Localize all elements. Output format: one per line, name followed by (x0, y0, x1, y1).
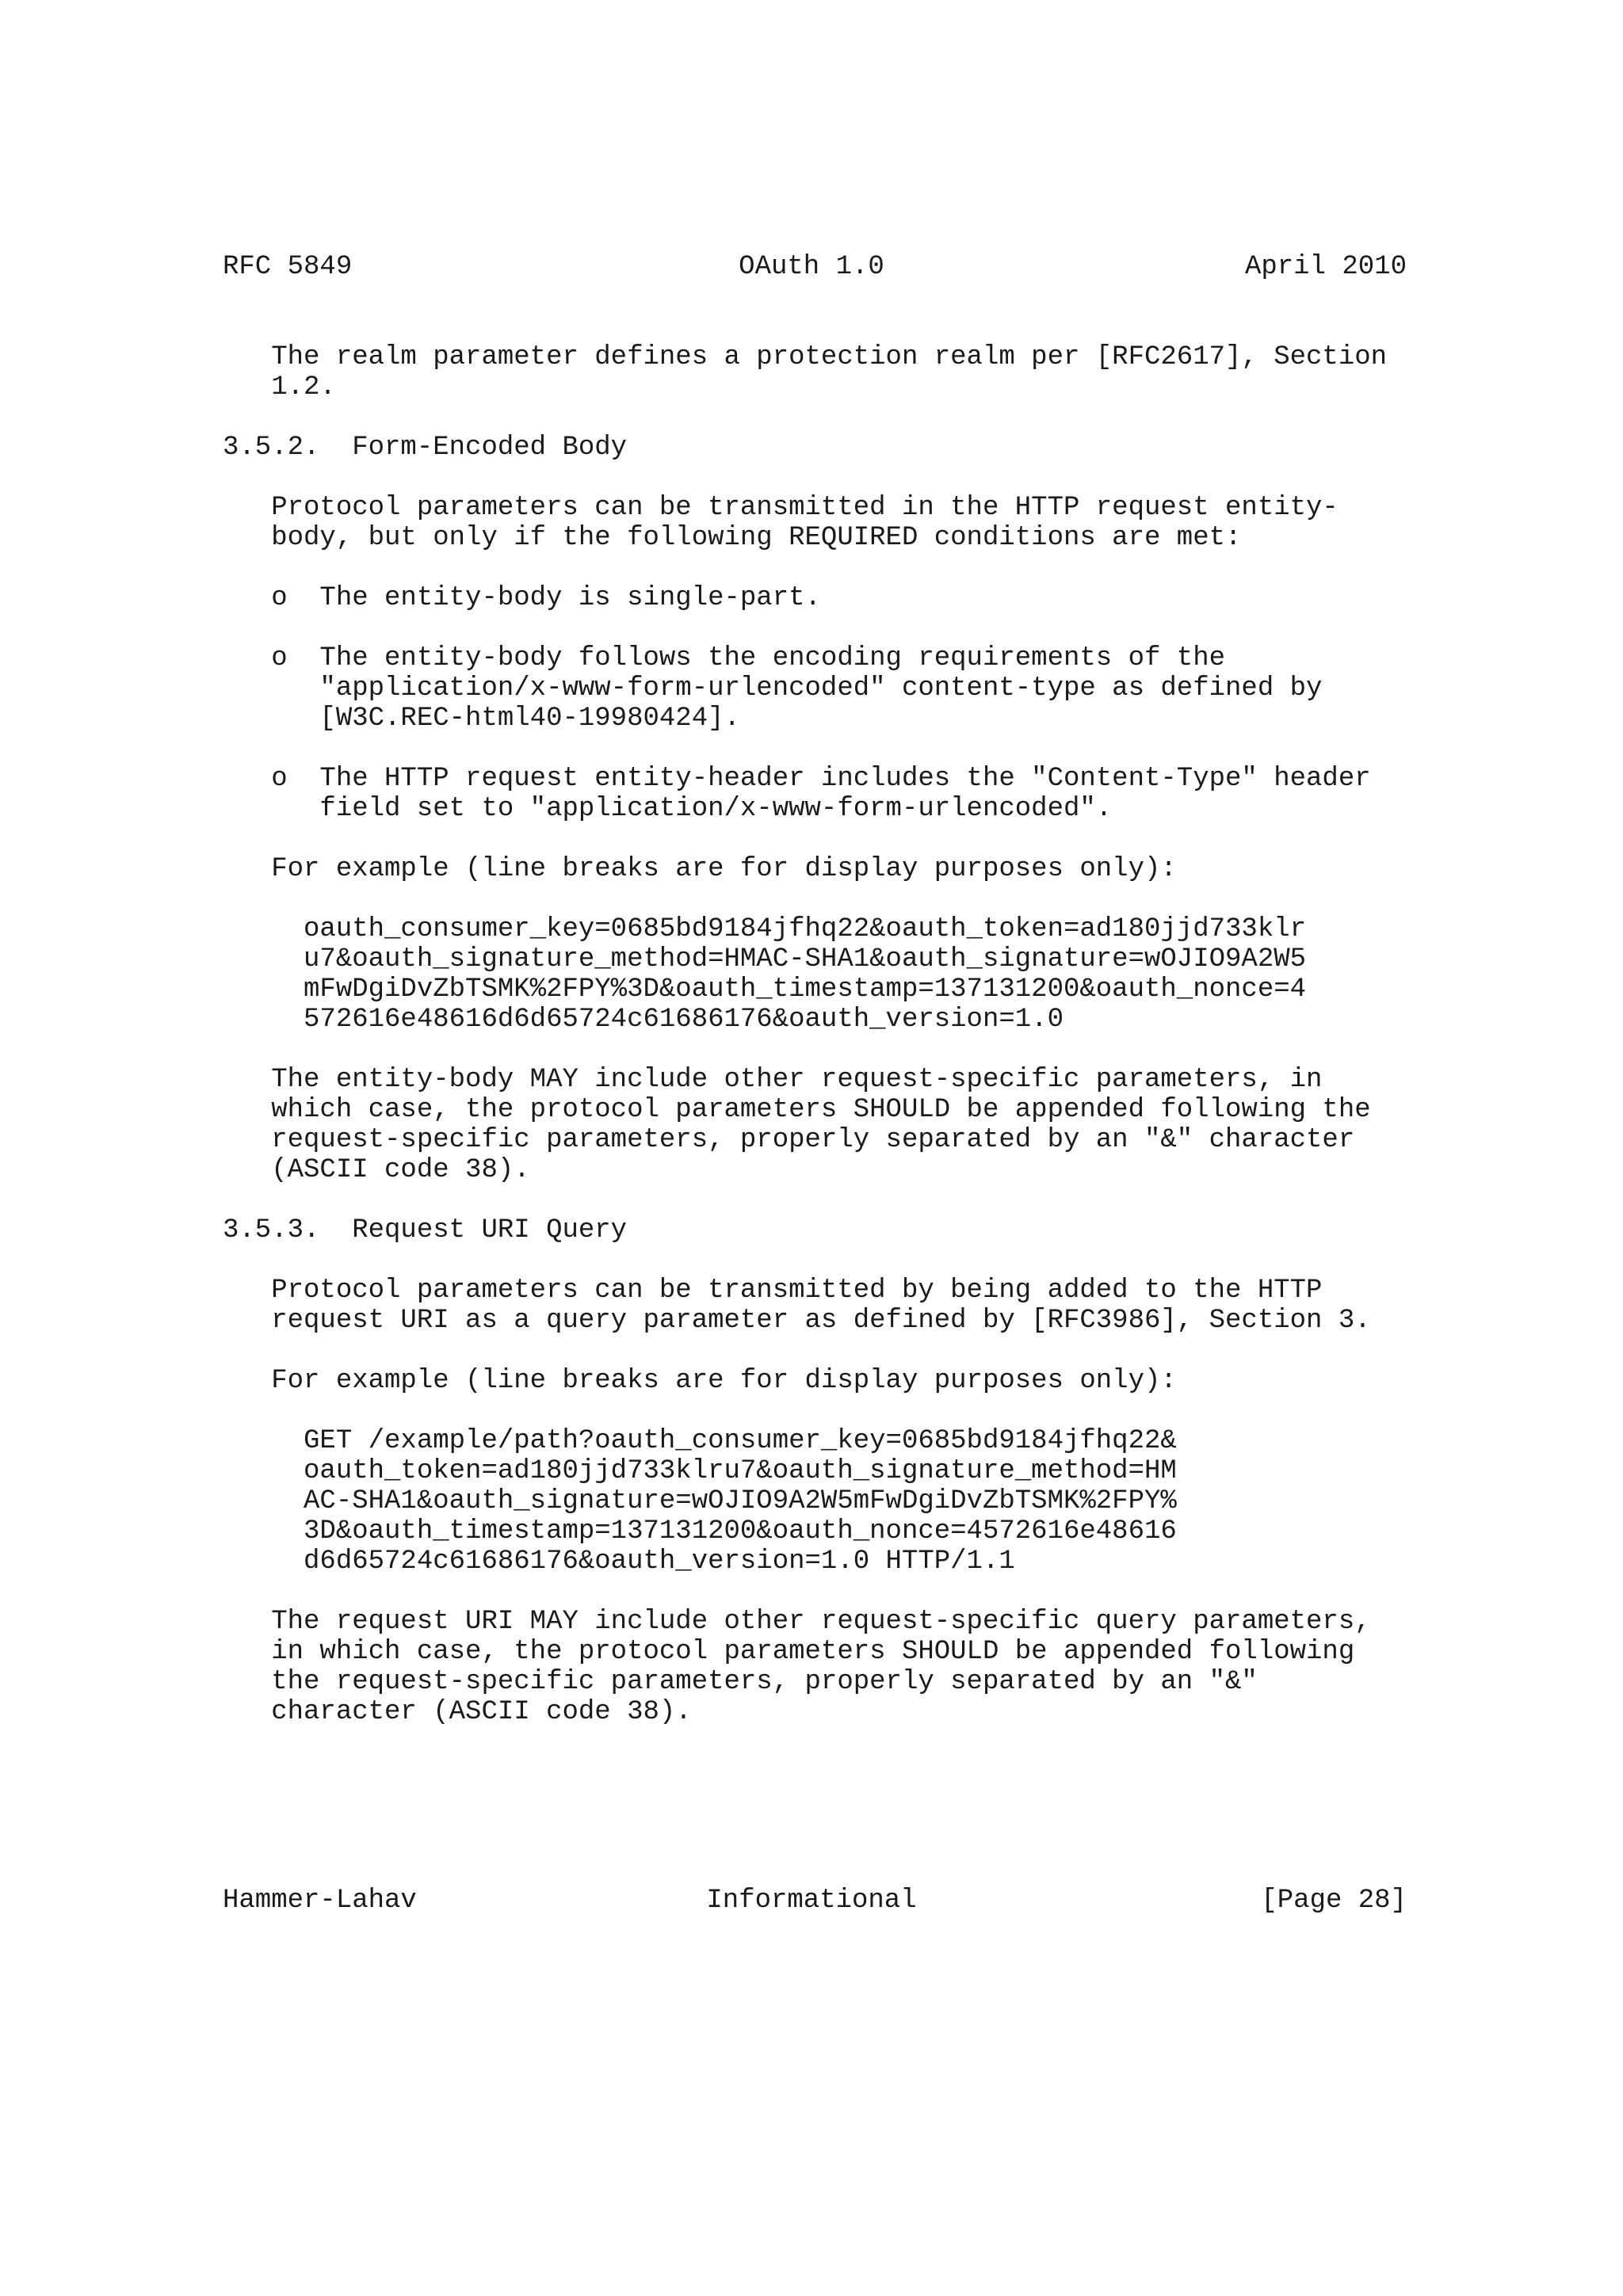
code-line: 572616e48616d6d65724c61686176&oauth_version=1.0 (223, 1005, 1064, 1035)
bullet-line: o The entity-body follows the encoding requirements of the (223, 643, 1226, 673)
header-center: OAuth 1.0 (739, 252, 884, 282)
body-line: For example (line breaks are for display purposes only): (223, 854, 1177, 884)
body-line: character (ASCII code 38). (223, 1697, 692, 1727)
body-line: which case, the protocol parameters SHOULD be appended following the (223, 1095, 1371, 1125)
body-line: Protocol parameters can be transmitted in the HTTP request entity- (223, 493, 1338, 523)
section-heading: 3.5.3. Request URI Query (223, 1215, 628, 1245)
body-line: request-specific parameters, properly separated by an "&" character (223, 1125, 1355, 1155)
code-line: GET /example/path?oauth_consumer_key=0685bd9184jfhq22& (223, 1426, 1177, 1456)
code-line: mFwDgiDvZbTSMK%2FPY%3D&oauth_timestamp=137131200&oauth_nonce=4 (223, 974, 1307, 1005)
body-line: body, but only if the following REQUIRED conditions are met: (223, 523, 1242, 553)
body-line: The realm parameter defines a protection realm per [RFC2617], Section (223, 342, 1388, 372)
body-line: request URI as a query parameter as defined by [RFC3986], Section 3. (223, 1306, 1371, 1336)
body-line: in which case, the protocol parameters SHOULD be appended following (223, 1637, 1355, 1667)
body-line: For example (line breaks are for display purposes only): (223, 1366, 1177, 1396)
body-line: The entity-body MAY include other request-specific parameters, in (223, 1065, 1323, 1095)
body-line: The request URI MAY include other request-specific query parameters, (223, 1607, 1371, 1637)
code-line: d6d65724c61686176&oauth_version=1.0 HTTP/1.1 (223, 1547, 1015, 1577)
section-heading: 3.5.2. Form-Encoded Body (223, 433, 628, 463)
bullet-line: "application/x-www-form-urlencoded" content-type as defined by (223, 673, 1323, 704)
code-line: u7&oauth_signature_method=HMAC-SHA1&oauth_signature=wOJIO9A2W5 (223, 944, 1307, 974)
header-right: April 2010 (1244, 252, 1407, 282)
code-line: AC-SHA1&oauth_signature=wOJIO9A2W5mFwDgiDvZbTSMK%2FPY% (223, 1486, 1177, 1516)
code-line: oauth_consumer_key=0685bd9184jfhq22&oauth_token=ad180jjd733klr (223, 914, 1307, 944)
code-line: oauth_token=ad180jjd733klru7&oauth_signature_method=HM (223, 1456, 1177, 1486)
footer-left: Hammer-Lahav (223, 1886, 417, 1916)
bullet-line: o The HTTP request entity-header includes the "Content-Type" header (223, 764, 1371, 794)
bullet-line: o The entity-body is single-part. (223, 583, 821, 613)
body-line: 1.2. (223, 372, 336, 402)
header-left: RFC 5849 (223, 252, 353, 282)
body-line: the request-specific parameters, properly separated by an "&" (223, 1667, 1258, 1697)
bullet-line: [W3C.REC-html40-19980424]. (223, 704, 740, 734)
footer-right: [Page 28] (1261, 1886, 1407, 1916)
body-line: Protocol parameters can be transmitted by being added to the HTTP (223, 1276, 1323, 1306)
bullet-line: field set to "application/x-www-form-urlencoded". (223, 794, 1113, 824)
code-line: 3D&oauth_timestamp=137131200&oauth_nonce=4572616e48616 (223, 1516, 1177, 1547)
body-line: (ASCII code 38). (223, 1155, 530, 1185)
footer-center: Informational (706, 1886, 917, 1916)
